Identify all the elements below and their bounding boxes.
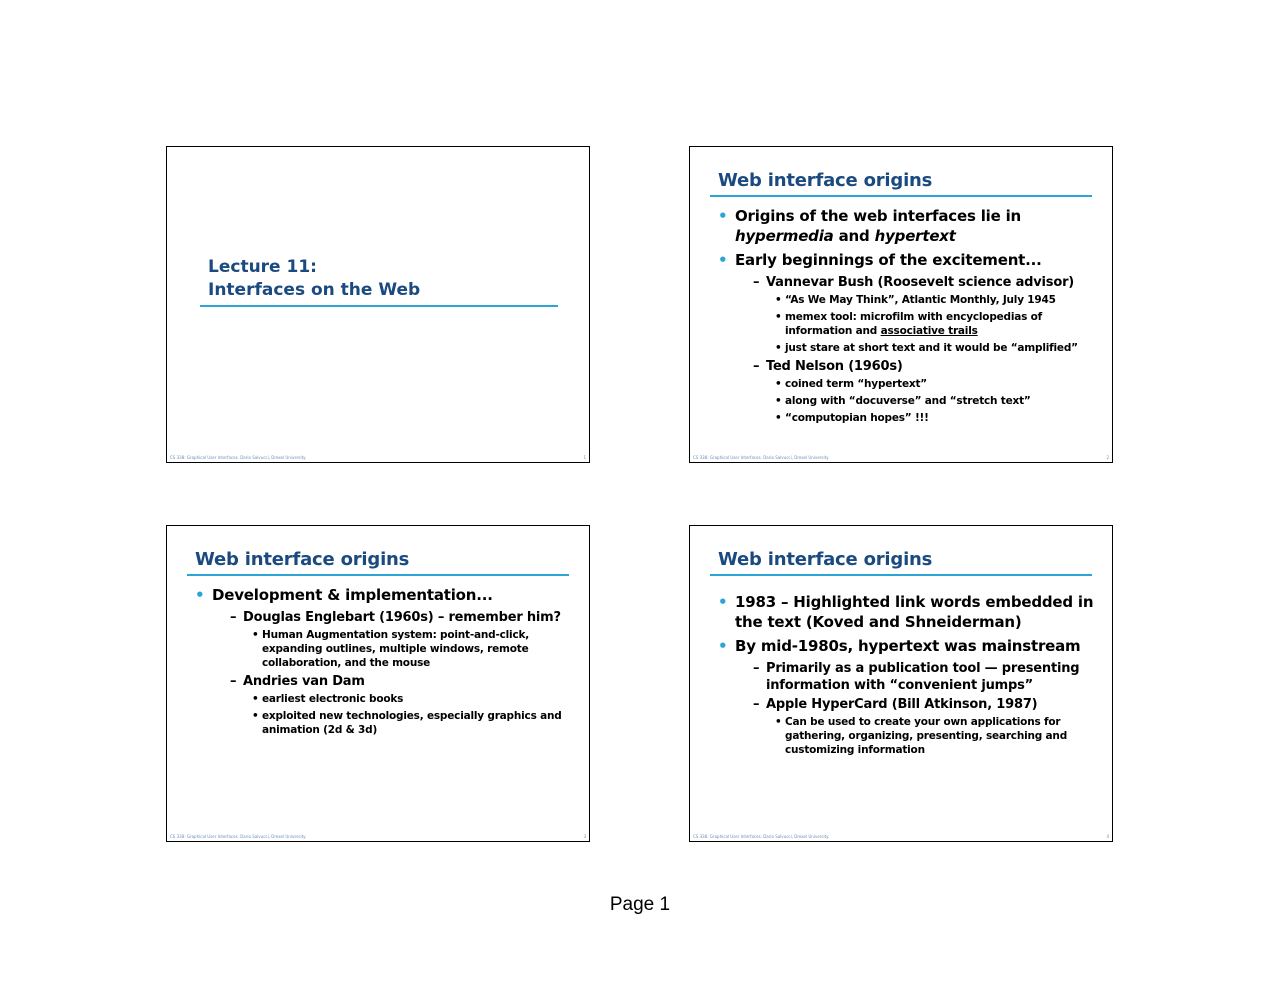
sub-bullet-vannevar-bush: – Vannevar Bush (Roosevelt science advisor) [753, 274, 1100, 291]
item-memex-tool: • memex tool: microfilm with encyclopedias of information and associative trails [775, 310, 1100, 338]
bullet-mid-1980s: • By mid-1980s, hypertext was mainstream [718, 636, 1100, 656]
item-hypertext-term: • coined term “hypertext” [775, 377, 1100, 391]
item-docuverse: • along with “docuverse” and “stretch text” [775, 394, 1100, 408]
lecture-title [208, 256, 420, 302]
sub-bullet-publication-tool: – Primarily as a publication tool — presenting information with “convenient jumps” [753, 660, 1100, 694]
bullet-early-beginnings: • Early beginnings of the excitement... [718, 250, 1100, 270]
bullet-1983: • 1983 – Highlighted link words embedded in the text (Koved and Shneiderman) [718, 592, 1100, 632]
slide-title: Web interface origins [195, 549, 410, 570]
sub-bullet-hypercard: – Apple HyperCard (Bill Atkinson, 1987) [753, 696, 1100, 713]
slide-1 [166, 146, 590, 463]
slide-body [718, 206, 1100, 428]
slide-footer: CS 338: Graphical User Interfaces. Dario Salvucci, Drexel University. [170, 455, 307, 460]
slide-2 [689, 146, 1113, 463]
slide-4 [689, 525, 1113, 842]
item-hypercard-uses: • Can be used to create your own applications for gathering, organizing, presenting, searching and customizing information [775, 715, 1100, 757]
sub-bullet-van-dam: – Andries van Dam [230, 673, 577, 690]
slide-body [195, 585, 577, 740]
bullet-development: • Development & implementation... [195, 585, 577, 605]
lecture-title-line-2: Interfaces on the Web [208, 280, 421, 300]
sub-bullet-englebart: – Douglas Englebart (1960s) – remember him? [230, 609, 577, 626]
item-electronic-books: • earliest electronic books [252, 692, 577, 706]
title-underline [200, 305, 558, 307]
title-underline [187, 574, 569, 576]
emphasis-hypermedia: hypermedia [735, 227, 834, 245]
item-new-technologies: • exploited new technologies, especially graphics and animation (2d & 3d) [252, 709, 577, 737]
slide-number: 1 [583, 455, 586, 460]
item-as-we-may-think: • “As We May Think”, Atlantic Monthly, July 1945 [775, 293, 1100, 307]
associative-trails-link: associative trails [880, 325, 978, 337]
slide-body [718, 592, 1100, 760]
slide-footer: CS 338: Graphical User Interfaces. Dario Salvucci, Drexel University. [170, 834, 307, 839]
page-label: Page 1 [609, 894, 671, 915]
slide-footer: CS 338: Graphical User Interfaces. Dario Salvucci, Drexel University. [693, 834, 830, 839]
item-computopian: • “computopian hopes” !!! [775, 411, 1100, 425]
sub-bullet-ted-nelson: – Ted Nelson (1960s) [753, 358, 1100, 375]
slide-number: 2 [1106, 455, 1109, 460]
slide-number: 3 [583, 834, 586, 839]
slide-number: 4 [1106, 834, 1109, 839]
slide-footer: CS 338: Graphical User Interfaces. Dario Salvucci, Drexel University. [693, 455, 830, 460]
title-underline [710, 195, 1092, 197]
slide-3 [166, 525, 590, 842]
item-amplified: • just stare at short text and it would be “amplified” [775, 341, 1100, 355]
title-underline [710, 574, 1092, 576]
lecture-title-line-1: Lecture 11: [208, 257, 317, 277]
item-human-augmentation: • Human Augmentation system: point-and-click, expanding outlines, multiple windows, remote collaboration, and the mouse [252, 628, 577, 670]
emphasis-hypertext: hypertext [874, 227, 956, 245]
slide-title: Web interface origins [718, 549, 933, 570]
bullet-origins: • Origins of the web interfaces lie in hypermedia and hypertext [718, 206, 1100, 246]
slide-title: Web interface origins [718, 170, 933, 191]
